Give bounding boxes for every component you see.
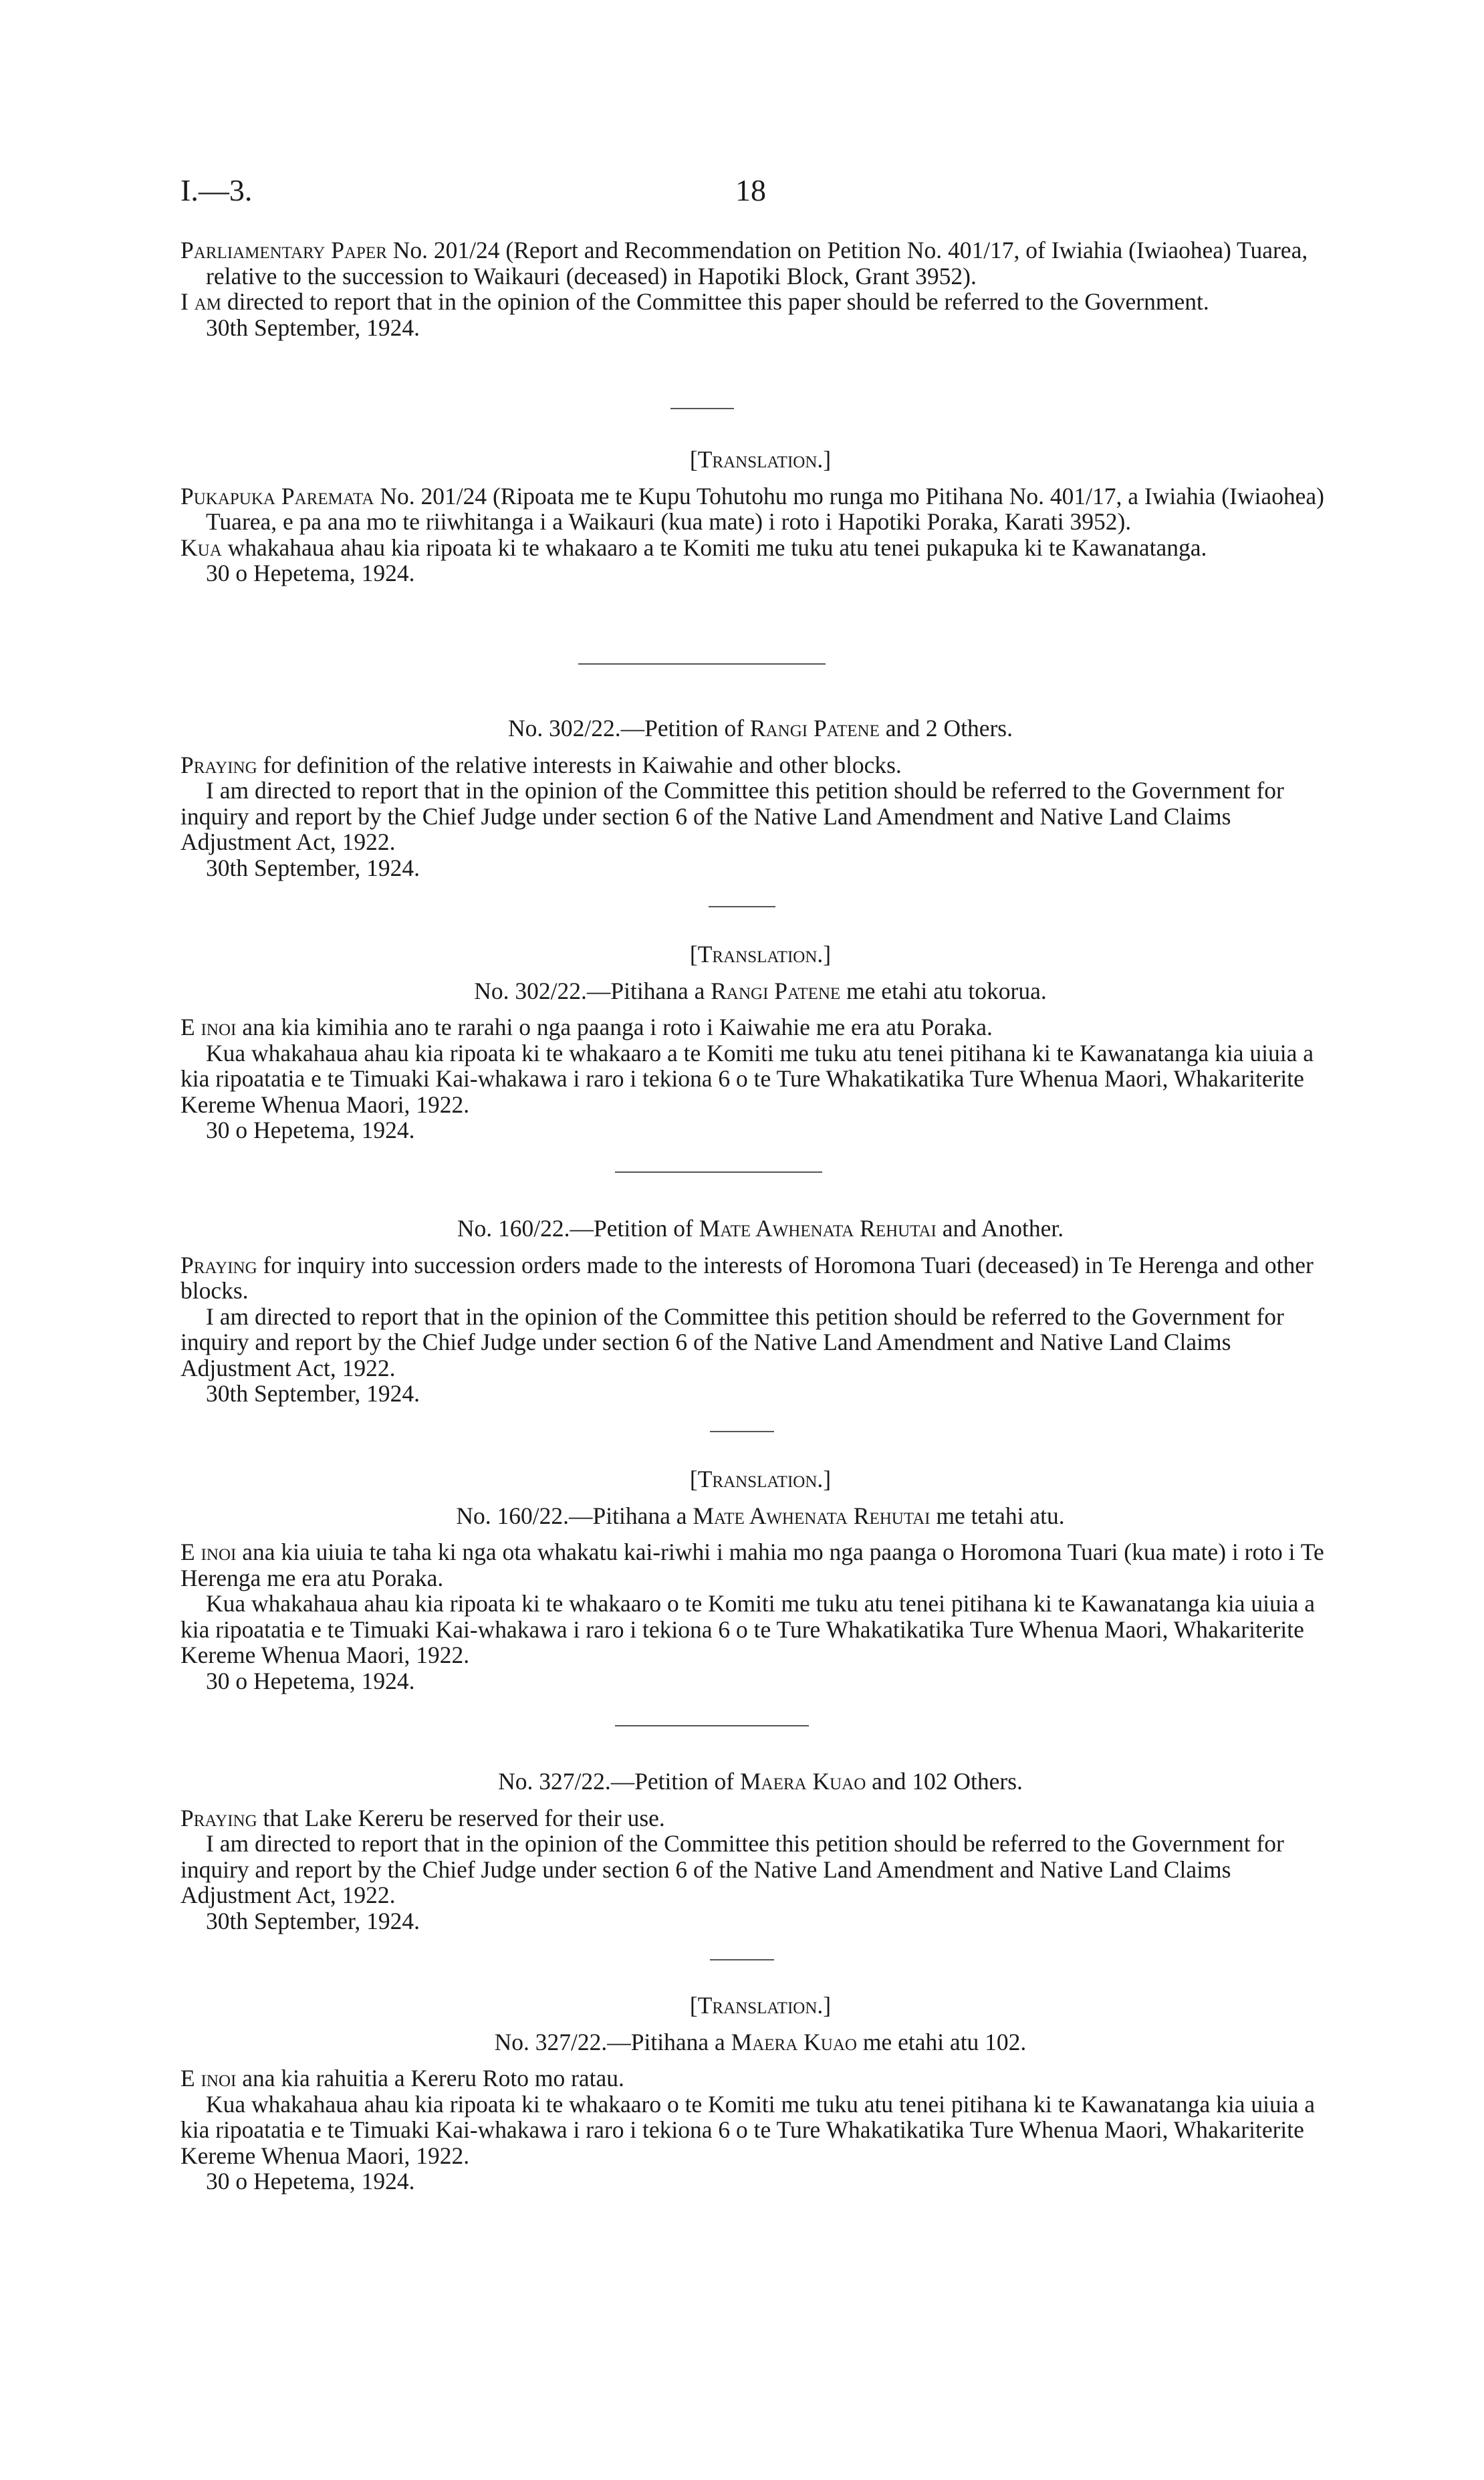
report-paragraph: Kua whakahaua ahau kia ripoata ki te whakaaro o te Komiti me tuku atu tenei pitihana ki te Kawanatanga kia uiuia a kia ripoatatia e te Timuaki Kai-whakawa i raro i tekiona 6 o te Ture Whakatikatika Ture Whenua Maori, Whakariterite Kereme Whenua Maori, 1922. [180,2090,1316,2169]
section-petition-327-22 [180,1769,1340,1934]
prayer-paragraph [180,1805,1340,1831]
report-paragraph [180,535,1340,561]
report-lead: Kua [180,534,222,561]
report-paragraph: I am directed to report that in the opinion of the Committee this petition should be referred to the Government for inquiry and report by the Chief Judge under section 6 of the Native Land Amendment and Native Land Claims Adjustment Act, 1922. [180,1303,1284,1381]
heading-prefix: No. 302/22.—Pitihana a [474,977,711,1004]
heading-prefix: No. 327/22.—Petition of [498,1768,740,1795]
report-paragraph: Kua whakahaua ahau kia ripoata ki te whakaaro o te Komiti me tuku atu tenei pitihana ki te Kawanatanga kia uiuia a kia ripoatatia e te Timuaki Kai-whakawa i raro i tekiona 6 o te Ture Whakatikatika Ture Whenua Maori, Whakariterite Kereme Whenua Maori, 1922. [180,1590,1316,1668]
heading-suffix: me tetahi atu. [930,1502,1065,1529]
section-petition-160-22 [180,1216,1340,1407]
paper-title-lead: Pukapuka Paremata [180,482,374,510]
petitioner-name: Maera Kuao [739,1768,866,1795]
divider-long [578,663,826,665]
report-paragraph: Kua whakahaua ahau kia ripoata ki te whakaaro a te Komiti me tuku atu tenei pitihana ki te Kawanatanga kia uiuia a kia ripoatatia e te Timuaki Kai-whakawa i raro i tekiona 6 o te Ture Whakatikatika Ture Whenua Maori, Whakariterite Kereme Whenua Maori, 1922. [180,1039,1314,1118]
divider-long [615,1725,809,1726]
prayer-lead: Praying [180,1251,257,1278]
report-text: whakahaua ahau kia ripoata ki te whakaaro a te Komiti me tuku atu tenei pukapuka ki te Kawanatanga. [221,534,1207,561]
report-text: directed to report that in the opinion of the Committee this paper should be referred to the Government. [221,288,1209,315]
report-date: 30th September, 1924. [206,1907,420,1934]
section-petition-302-22 [180,715,1340,881]
prayer-paragraph [180,1539,1340,1591]
report-date: 30th September, 1924. [206,314,420,341]
report-date: 30th September, 1924. [206,1380,420,1407]
paper-title [180,237,1340,289]
heading-suffix: and 102 Others. [866,1768,1023,1795]
prayer-lead: Praying [180,1804,257,1831]
divider-short [710,1959,774,1960]
petition-heading [180,1769,1340,1795]
report-date: 30 o Hepetema, 1924. [206,2168,415,2194]
paper-title-lead: Parliamentary Paper [180,237,387,263]
prayer-text: ana kia rahuitia a Kereru Roto mo ratau. [236,2065,624,2092]
prayer-paragraph [180,1014,1340,1040]
prayer-text: ana kia uiuia te taha ki nga ota whakatu kai-riwhi i mahia mo nga paanga o Horomona Tuari (kua mate) i roto i Te Herenga me era atu Poraka. [180,1539,1324,1591]
divider-short [670,408,734,409]
prayer-paragraph [180,2065,1340,2092]
prayer-text: ana kia kimihia ano te rarahi o nga paanga i roto i Kaiwahie me era atu Poraka. [236,1014,993,1040]
petitioner-name: Rangi Patene [711,977,841,1004]
petitioner-name: Mate Awhenata Rehutai [693,1502,931,1529]
heading-suffix: and Another. [936,1215,1064,1242]
divider-short [710,1431,774,1432]
petition-heading [180,2029,1340,2055]
section-paper-201-24 [180,237,1340,340]
page-number: 18 [735,173,766,207]
prayer-lead: E inoi [180,2065,237,2092]
prayer-lead: E inoi [180,1539,237,1565]
report-date: 30 o Hepetema, 1924. [206,1117,415,1143]
petition-heading [180,978,1340,1004]
prayer-text: that Lake Kereru be reserved for their use. [257,1804,665,1831]
section-petition-327-22-translation [180,1993,1340,2194]
section-paper-201-24-translation [180,447,1340,586]
section-petition-160-22-translation [180,1466,1340,1694]
section-petition-302-22-translation [180,941,1340,1143]
prayer-paragraph [180,752,1340,778]
paper-title-text: No. 201/24 (Report and Recommendation on Petition No. 401/17, of Iwiahia (Iwiaohea) Tuarea, relative to the succession to Waikauri (deceased) in Hapotiki Block, Grant 3952). [206,237,1308,290]
petitioner-name: Maera Kuao [731,2028,857,2055]
translation-label: [Translation.] [689,1466,832,1492]
prayer-lead: E inoi [180,1014,237,1040]
heading-suffix: me etahi atu 102. [856,2028,1027,2055]
petition-heading [180,1503,1340,1529]
divider-long [615,1171,822,1173]
report-paragraph [180,289,1340,315]
report-date: 30 o Hepetema, 1924. [206,1667,415,1694]
prayer-lead: Praying [180,751,257,778]
document-reference: I.—3. [180,173,253,207]
report-paragraph: I am directed to report that in the opinion of the Committee this petition should be referred to the Government for inquiry and report by the Chief Judge under section 6 of the Native Land Amendment and Native Land Claims Adjustment Act, 1922. [180,1830,1284,1908]
petition-heading [180,1216,1340,1242]
heading-suffix: and 2 Others. [879,715,1013,742]
report-lead: I am [180,288,221,315]
report-date: 30 o Hepetema, 1924. [206,560,415,586]
report-date: 30th September, 1924. [206,854,420,881]
heading-prefix: No. 302/22.—Petition of [508,715,750,742]
prayer-paragraph [180,1252,1340,1304]
petitioner-name: Rangi Patene [749,715,880,742]
divider-short [709,906,775,907]
prayer-text: for definition of the relative interests in Kaiwahie and other blocks. [257,751,902,778]
heading-prefix: No. 327/22.—Pitihana a [494,2028,731,2055]
translation-label: [Translation.] [689,941,832,968]
prayer-text: for inquiry into succession orders made to the interests of Horomona Tuari (deceased) in Te Herenga and other blocks. [180,1251,1314,1304]
petitioner-name: Mate Awhenata Rehutai [699,1215,937,1242]
report-paragraph: I am directed to report that in the opinion of the Committee this petition should be referred to the Government for inquiry and report by the Chief Judge under section 6 of the Native Land Amendment and Native Land Claims Adjustment Act, 1922. [180,777,1284,855]
paper-title-text: No. 201/24 (Ripoata me te Kupu Tohutohu mo runga mo Pitihana No. 401/17, a Iwiahia (Iwiaohea) Tuarea, e pa ana mo te riiwhitanga i a Waikauri (kua mate) i roto i Hapotiki Poraka, Karati 3952). [206,482,1324,535]
heading-prefix: No. 160/22.—Petition of [457,1215,699,1242]
translation-label: [Translation.] [689,446,832,473]
heading-suffix: me etahi atu tokorua. [840,977,1047,1004]
heading-prefix: No. 160/22.—Pitihana a [456,1502,693,1529]
paper-title-translation [180,483,1340,535]
translation-label: [Translation.] [689,1992,832,2019]
petition-heading [180,715,1340,742]
